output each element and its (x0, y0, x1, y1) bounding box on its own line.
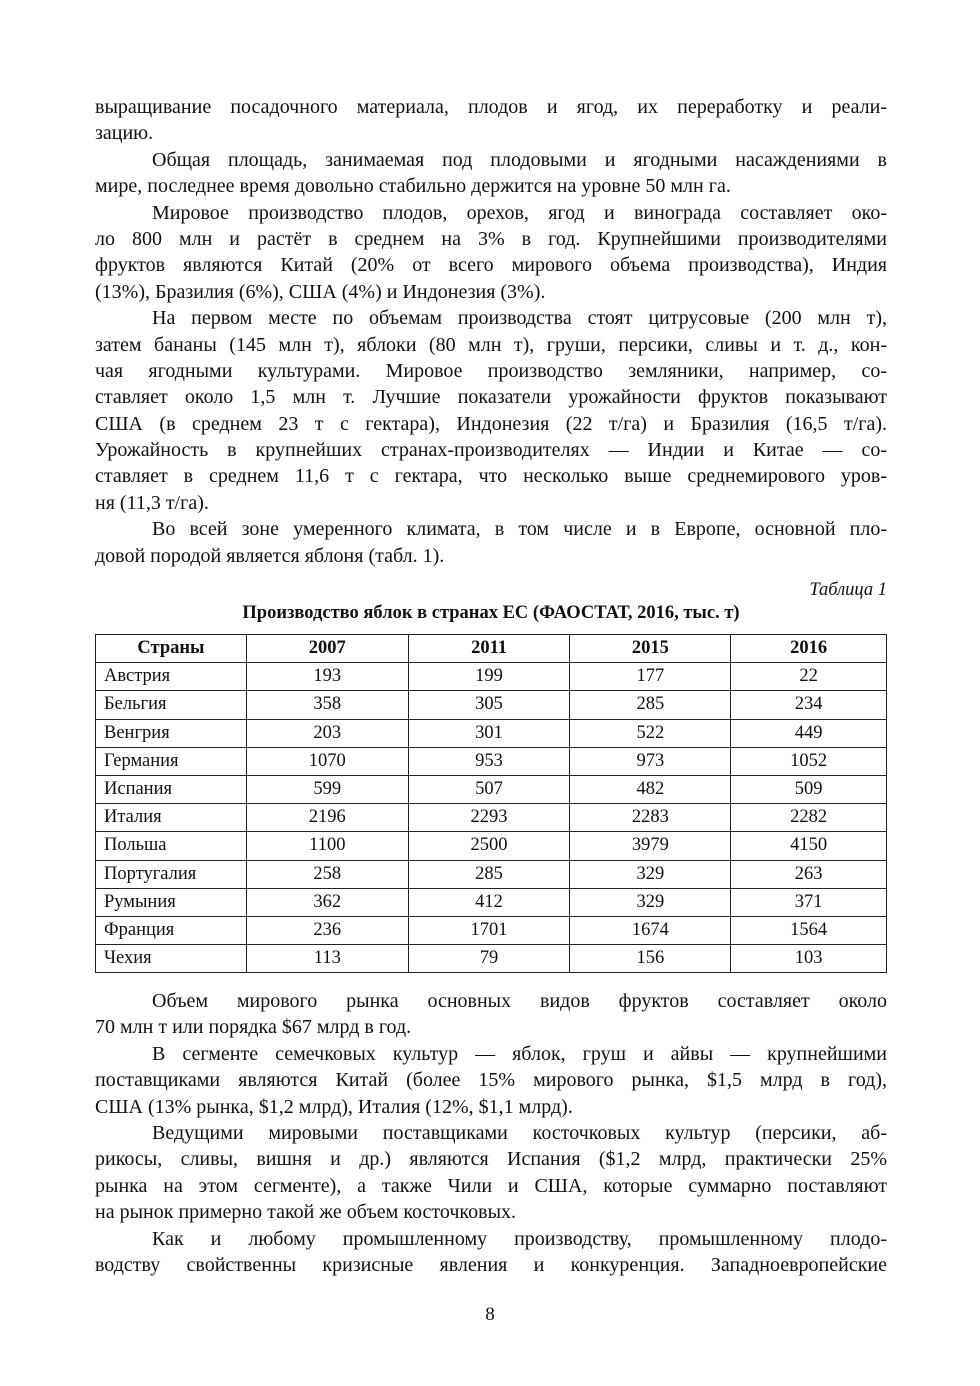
text-line: ня (11,3 т/га). (95, 491, 209, 514)
country-cell: Венгрия (96, 719, 247, 747)
value-cell: 522 (570, 719, 731, 747)
value-cell: 329 (570, 888, 731, 916)
value-cell: 193 (246, 663, 408, 691)
value-cell: 236 (246, 916, 408, 944)
value-cell: 1100 (246, 832, 408, 860)
value-cell: 156 (570, 945, 731, 973)
text-line: довой породой является яблоня (табл. 1). (95, 544, 445, 567)
value-cell: 3979 (570, 832, 731, 860)
paragraph (95, 1120, 887, 1226)
value-cell: 1564 (731, 916, 887, 944)
paragraph (95, 147, 887, 200)
paragraph (95, 1041, 887, 1120)
text-line: на рынок примерно такой же объем косточковых. (95, 1201, 517, 1224)
text-line: ставляет в среднем 11,6 т с гектара, что несколько выше среднемирового уров- (95, 465, 887, 488)
value-cell: 2283 (570, 804, 731, 832)
country-cell: Франция (96, 916, 247, 944)
value-cell: 973 (570, 747, 731, 775)
value-cell: 362 (246, 888, 408, 916)
country-cell: Португалия (96, 860, 247, 888)
body-text-bottom (95, 988, 887, 1278)
text-line: (13%), Бразилия (6%), США (4%) и Индонезия (3%). (95, 280, 546, 303)
value-cell: 285 (570, 691, 731, 719)
text-line: водству свойственны кризисные явления и конкуренция. Западноевропейские (95, 1253, 887, 1276)
value-cell: 1674 (570, 916, 731, 944)
text-line: Как и любому промышленному производству, промышленному плодо- (152, 1227, 887, 1250)
text-line: Урожайность в крупнейших странах-производителях — Индии и Китае — со- (95, 439, 887, 462)
text-line: чая ягодными культурами. Мировое производство земляники, например, со- (95, 359, 887, 382)
country-cell: Бельгия (96, 691, 247, 719)
country-cell: Испания (96, 775, 247, 803)
text-line: Ведущими мировыми поставщиками косточковых культур (персики, аб- (152, 1121, 887, 1144)
paragraph (95, 94, 887, 147)
value-cell: 482 (570, 775, 731, 803)
value-cell: 2500 (408, 832, 570, 860)
paragraph (95, 516, 887, 569)
value-cell: 507 (408, 775, 570, 803)
text-line: мире, последнее время довольно стабильно держится на уровне 50 млн га. (95, 175, 731, 198)
table-row (96, 860, 887, 888)
value-cell: 199 (408, 663, 570, 691)
page-number: 8 (485, 1304, 495, 1325)
text-line: На первом месте по объемам производства стоят цитрусовые (200 млн т), (152, 307, 887, 330)
table-row (96, 663, 887, 691)
text-line: затем бананы (145 млн т), яблоки (80 млн т), груши, персики, сливы и т. д., кон- (95, 333, 887, 356)
text-line: Во всей зоне умеренного климата, в том числе и в Европе, основной пло- (152, 518, 887, 541)
value-cell: 358 (246, 691, 408, 719)
table-row (96, 916, 887, 944)
value-cell: 599 (246, 775, 408, 803)
text-line: рынка на этом сегменте), а также Чили и США, которые суммарно поставляют (95, 1174, 887, 1197)
value-cell: 371 (731, 888, 887, 916)
value-cell: 301 (408, 719, 570, 747)
table-row (96, 747, 887, 775)
table-row (96, 804, 887, 832)
value-cell: 2282 (731, 804, 887, 832)
value-cell: 22 (731, 663, 887, 691)
value-cell: 1701 (408, 916, 570, 944)
country-cell: Австрия (96, 663, 247, 691)
apple-production-table (95, 634, 887, 973)
value-cell: 79 (408, 945, 570, 973)
text-line: ставляет около 1,5 млн т. Лучшие показатели урожайности фруктов показывают (95, 386, 887, 409)
text-line: зацию. (95, 122, 154, 145)
text-line: выращивание посадочного материала, плодов и ягод, их переработку и реали- (95, 96, 887, 118)
text-line: ло 800 млн и растёт в среднем на 3% в год. Крупнейшими производителями (95, 227, 887, 250)
header-year: 2016 (731, 635, 887, 663)
body-text-top (95, 94, 887, 569)
header-year: 2011 (408, 635, 570, 663)
value-cell: 449 (731, 719, 887, 747)
paragraph (95, 305, 887, 516)
value-cell: 2196 (246, 804, 408, 832)
paragraph (95, 200, 887, 306)
table-row (96, 888, 887, 916)
header-year: 2015 (570, 635, 731, 663)
text-line: поставщиками являются Китай (более 15% мирового рынка, $1,5 млрд в год), (95, 1069, 887, 1092)
country-cell: Польша (96, 832, 247, 860)
header-country: Страны (96, 635, 247, 663)
value-cell: 1052 (731, 747, 887, 775)
text-line: фруктов являются Китай (20% от всего мирового объема производства), Индия (95, 254, 887, 277)
text-line: Общая площадь, занимаемая под плодовыми и ягодными насаждениями в (152, 148, 887, 171)
value-cell: 263 (731, 860, 887, 888)
value-cell: 509 (731, 775, 887, 803)
header-year: 2007 (246, 635, 408, 663)
text-line: Мировое производство плодов, орехов, ягод и винограда составляет око- (152, 201, 887, 224)
text-line: В сегменте семечковых культур — яблок, груш и айвы — крупнейшими (152, 1042, 887, 1065)
value-cell: 4150 (731, 832, 887, 860)
table-row (96, 719, 887, 747)
table-title: Производство яблок в странах ЕС (ФАОСТАТ, 2016, тыс. т) (242, 603, 740, 623)
value-cell: 234 (731, 691, 887, 719)
value-cell: 285 (408, 860, 570, 888)
text-line: Объем мирового рынка основных видов фруктов составляет около (152, 990, 887, 1012)
paragraph (95, 1226, 887, 1279)
country-cell: Италия (96, 804, 247, 832)
country-cell: Румыния (96, 888, 247, 916)
value-cell: 177 (570, 663, 731, 691)
table-row (96, 945, 887, 973)
value-cell: 203 (246, 719, 408, 747)
country-cell: Чехия (96, 945, 247, 973)
country-cell: Германия (96, 747, 247, 775)
paragraph (95, 988, 887, 1041)
value-cell: 103 (731, 945, 887, 973)
value-cell: 258 (246, 860, 408, 888)
table-row (96, 832, 887, 860)
value-cell: 329 (570, 860, 731, 888)
text-line: США (в среднем 23 т с гектара), Индонезия (22 т/га) и Бразилия (16,5 т/га). (95, 412, 887, 435)
value-cell: 412 (408, 888, 570, 916)
table-header-row (96, 635, 887, 663)
value-cell: 305 (408, 691, 570, 719)
value-cell: 1070 (246, 747, 408, 775)
text-line: США (13% рынка, $1,2 млрд), Италия (12%, $1,1 млрд). (95, 1095, 573, 1118)
value-cell: 953 (408, 747, 570, 775)
table-row (96, 775, 887, 803)
text-line: рикосы, сливы, вишня и др.) являются Испания ($1,2 млрд, практически 25% (95, 1148, 887, 1171)
table-row (96, 691, 887, 719)
text-line: 70 млн т или порядка $67 млрд в год. (95, 1016, 412, 1039)
table-label: Таблица 1 (809, 580, 887, 600)
value-cell: 113 (246, 945, 408, 973)
value-cell: 2293 (408, 804, 570, 832)
